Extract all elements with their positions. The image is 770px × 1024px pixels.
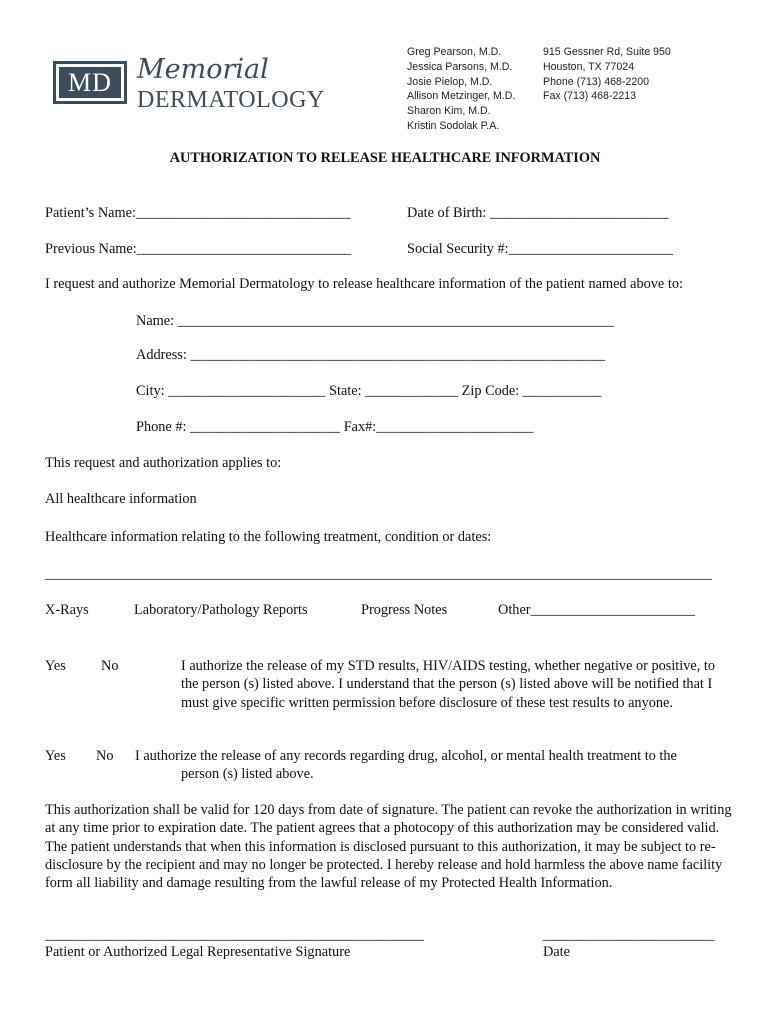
validity-paragraph: This authorization shall be valid for 120 days from date of signature. The patient can revoke the authorization in writing at any time prior to expiration date. The patient agrees that a photocopy of this authorization may be considered valid. The patient understands that when this information is disclosed pursuant to this authorization, it may be subject to re-disclosure by the recipient and may no longer be protected. I hereby release and hold harmless the above name facility form all liability and damage resulting from the lawful release of my Protected Health Information. bbox=[45, 802, 732, 892]
signature-line[interactable]: _____________________________________________________ bbox=[45, 927, 424, 943]
doctor-name: Jessica Parsons, M.D. bbox=[407, 60, 513, 73]
request-statement: I request and authorize Memorial Dermatology to release healthcare information of the patient named above to: bbox=[45, 276, 683, 292]
std-yes-option[interactable] bbox=[45, 658, 66, 675]
option-label: Healthcare information relating to the following treatment, condition or dates: bbox=[45, 529, 492, 545]
phone-line: Phone (713) 468-2200 bbox=[543, 75, 650, 88]
yes-label: Yes bbox=[45, 658, 66, 674]
previous-name-field[interactable]: Previous Name:______________________________ bbox=[45, 241, 352, 257]
date-of-birth-field[interactable]: Date of Birth: _________________________ bbox=[407, 205, 669, 221]
option-label: X-Rays bbox=[45, 602, 89, 618]
doctor-name: Allison Metzinger, M.D. bbox=[407, 90, 516, 103]
drug-authorization-text-cont: person (s) listed above. bbox=[181, 766, 314, 782]
no-label: No bbox=[101, 658, 119, 674]
date-label: Date bbox=[543, 944, 570, 960]
option-lab-reports[interactable] bbox=[134, 602, 308, 619]
drug-authorization-text: I authorize the release of any records regarding drug, alcohol, or mental health treatment to the bbox=[135, 748, 677, 764]
std-authorization-text: I authorize the release of my STD results, HIV/AIDS testing, whether negative or positive, to the person (s) listed above. I understand that the person (s) listed above will be notified that I must give specific written permission before disclosure of these test results to anyone. bbox=[181, 658, 716, 711]
doctor-name: Greg Pearson, M.D. bbox=[407, 46, 502, 58]
fax-line: Fax (713) 468-2213 bbox=[543, 90, 637, 103]
option-xrays[interactable] bbox=[45, 602, 89, 619]
recipient-city-state-zip-field[interactable]: City: ______________________ State: _____________ Zip Code: ___________ bbox=[136, 383, 602, 399]
logo-monogram-box bbox=[53, 61, 127, 104]
option-label: All healthcare information bbox=[45, 491, 197, 507]
option-label: Laboratory/Pathology Reports bbox=[134, 602, 308, 618]
option-progress-notes[interactable] bbox=[361, 602, 447, 619]
applies-to-heading: This request and authorization applies to: bbox=[45, 455, 282, 471]
address-line: Houston, TX 77024 bbox=[543, 60, 635, 73]
doctor-name: Kristin Sodolak P.A. bbox=[407, 119, 500, 132]
yes-label: Yes bbox=[45, 748, 66, 764]
logo-memorial-text: Memorial bbox=[137, 54, 269, 85]
date-line[interactable]: ________________________ bbox=[543, 927, 715, 943]
option-specific-healthcare[interactable] bbox=[45, 529, 491, 546]
clinic-address bbox=[543, 45, 671, 104]
option-other[interactable] bbox=[498, 602, 695, 619]
recipient-name-field[interactable]: Name: _____________________________________________________________ bbox=[136, 313, 614, 329]
recipient-address-field[interactable]: Address: __________________________________________________________ bbox=[136, 347, 606, 363]
option-label: Other_______________________ bbox=[498, 602, 695, 618]
std-no-option[interactable] bbox=[101, 658, 118, 675]
option-label: Progress Notes bbox=[361, 602, 448, 618]
drug-no-option[interactable] bbox=[96, 748, 113, 765]
logo-monogram: MD bbox=[59, 67, 121, 98]
doctor-name: Josie Pielop, M.D. bbox=[407, 75, 493, 88]
treatment-details-line[interactable]: ______________________________________________________________________________________________ bbox=[45, 566, 712, 582]
address-line: 915 Gessner Rd, Suite 950 bbox=[543, 46, 671, 58]
logo-dermatology-text: DERMATOLOGY bbox=[137, 87, 325, 113]
patient-name-field[interactable]: Patient’s Name:______________________________ bbox=[45, 205, 351, 221]
no-label: No bbox=[96, 748, 114, 764]
doctor-name: Sharon Kim, M.D. bbox=[407, 105, 491, 118]
drug-yes-option[interactable] bbox=[45, 748, 66, 765]
social-security-field[interactable]: Social Security #:_______________________ bbox=[407, 241, 674, 257]
signature-label: Patient or Authorized Legal Representative Signature bbox=[45, 944, 351, 960]
doctor-list bbox=[407, 45, 515, 134]
recipient-phone-fax-field[interactable]: Phone #: _____________________ Fax#:______________________ bbox=[136, 419, 534, 435]
option-all-healthcare[interactable] bbox=[45, 491, 197, 508]
form-title: AUTHORIZATION TO RELEASE HEALTHCARE INFORMATION bbox=[169, 150, 601, 166]
